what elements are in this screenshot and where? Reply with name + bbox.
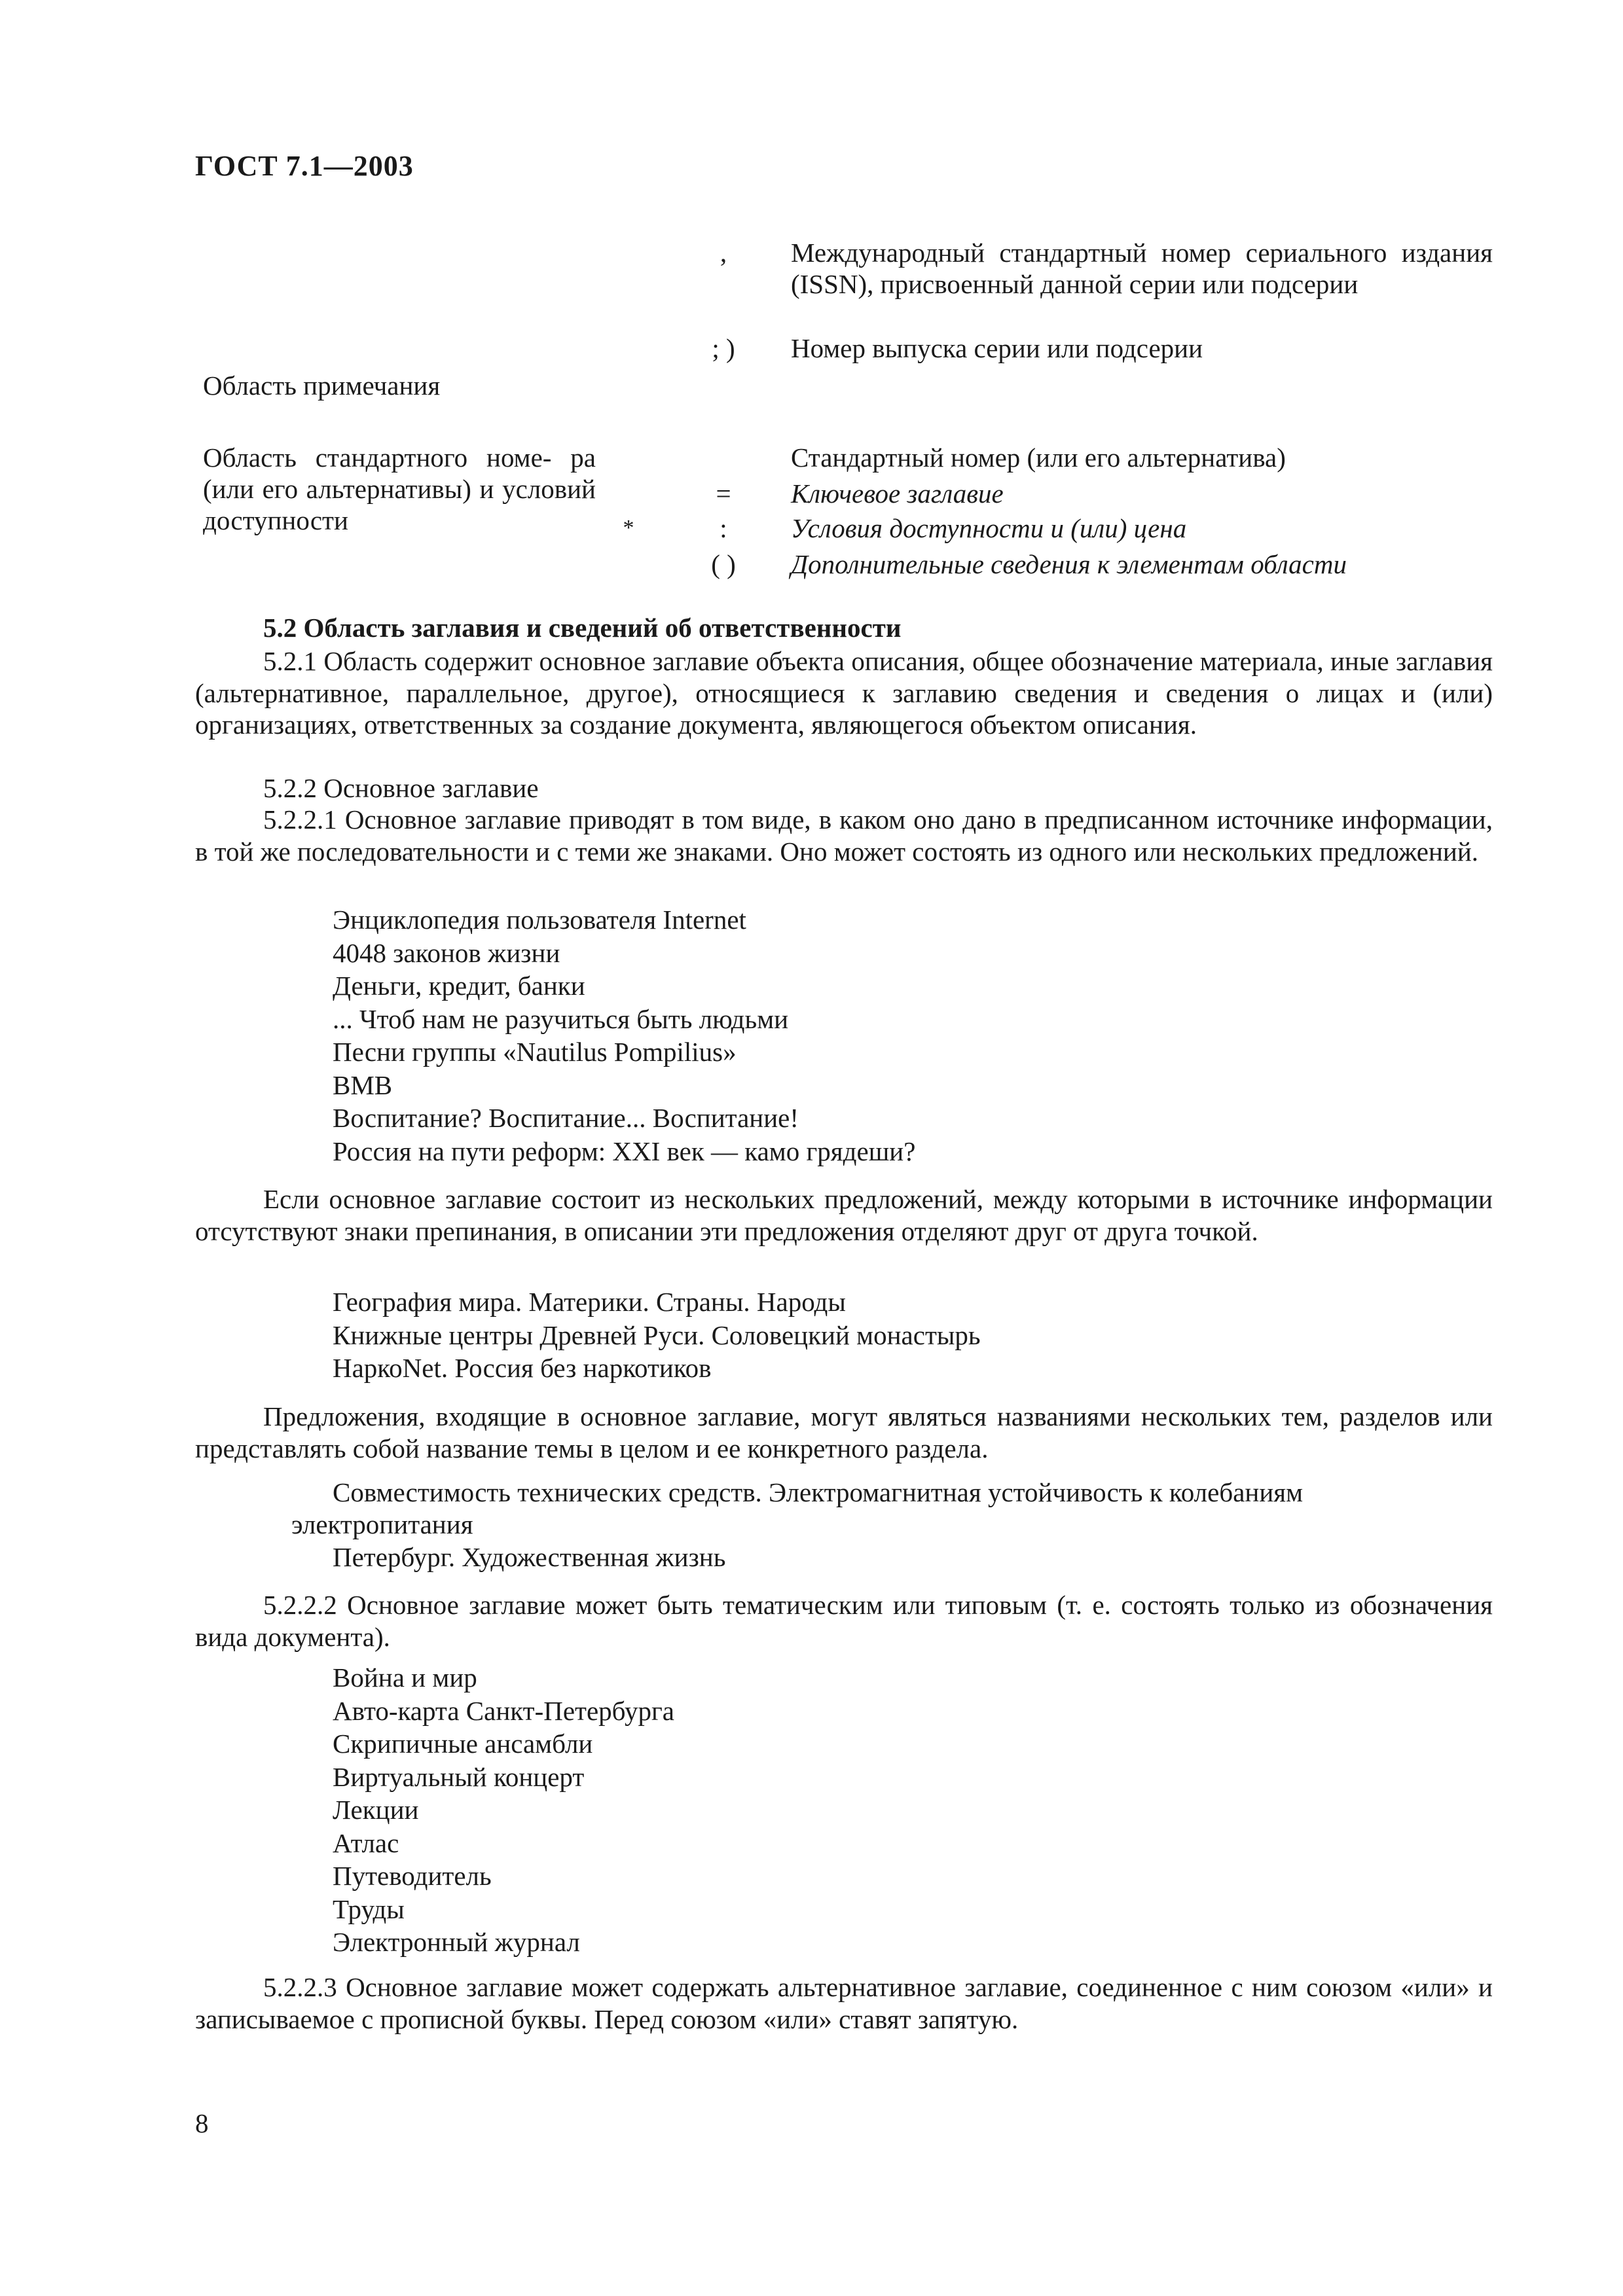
example-item: Путеводитель	[333, 1861, 492, 1891]
example-item: Россия на пути реформ: XXI век — камо грядеши?	[333, 1136, 916, 1166]
example-item: BMB	[333, 1069, 393, 1100]
example-item: Лекции	[333, 1795, 419, 1825]
scheme-element: Дополнительные сведения к элементам области	[791, 549, 1347, 579]
example-item: Виртуальный концерт	[333, 1761, 585, 1792]
scheme-symbol: ,	[720, 238, 727, 268]
scheme-symbol: ; )	[712, 333, 735, 363]
asterisk-mark: *	[623, 516, 634, 540]
example-item: Война и мир	[333, 1662, 477, 1693]
examples-list-4	[333, 1661, 674, 1959]
paragraph-text: 5.2.2 Основное заглавие	[263, 773, 539, 803]
example-item: Авто-карта Санкт-Петербурга	[333, 1695, 674, 1726]
paragraph-text: 5.2.2.2 Основное заглавие может быть тематическим или типовым (т. е. состоять только из обозначения вида документа).	[195, 1590, 1493, 1652]
example-item: Энциклопедия пользователя Internet	[333, 905, 746, 935]
paragraph-5-2-1	[195, 645, 1493, 741]
paragraph-sentences	[195, 1401, 1493, 1464]
scheme-element: Условия доступности и (или) цена	[791, 513, 1187, 543]
example-item: Атлас	[333, 1827, 399, 1858]
example-item: ... Чтоб нам не разучиться быть людьми	[333, 1003, 789, 1034]
example-item: 4048 законов жизни	[333, 937, 560, 968]
area-name-standard-number: Область стандартного номе- ра (или его альтернативы) и условий доступности	[203, 442, 596, 535]
examples-list-2	[333, 1285, 981, 1385]
example-item: Совместимость технических средств. Электромагнитная устойчивость к колебаниям	[333, 1477, 1304, 1507]
paragraph-text: 5.2.2.1 Основное заглавие приводят в том виде, в каком оно дано в предписанном источнике информации, в той же последовательности и с теми же знаками. Оно может состоять из одного или нескольких предложений.	[195, 804, 1493, 867]
scheme-element: Международный стандартный номер сериального издания (ISSN), присвоенный данной серии или подсерии	[791, 238, 1493, 299]
examples-list-3	[333, 1541, 725, 1574]
scheme-symbol: ( )	[711, 549, 736, 579]
example-text: электропитания	[291, 1509, 473, 1539]
example-item: НаркоNet. Россия без наркотиков	[333, 1353, 712, 1383]
scheme-element: Номер выпуска серии или подсерии	[791, 333, 1203, 363]
area-name-notes: Область примечания	[203, 370, 441, 401]
example-item: Скрипичные ансамбли	[333, 1729, 593, 1759]
scheme-symbol: :	[720, 513, 727, 543]
paragraph-5-2-2-3	[195, 1971, 1493, 2035]
scheme-element: Ключевое заглавие	[791, 478, 1004, 509]
paragraph-5-2-2-1	[195, 804, 1493, 867]
paragraph-if	[195, 1183, 1493, 1247]
paragraph-5-2-2-2	[195, 1589, 1493, 1653]
examples-list-1	[333, 903, 915, 1168]
example-item: Книжные центры Древней Руси. Соловецкий монастырь	[333, 1319, 981, 1350]
example-item: Труды	[333, 1893, 405, 1924]
page-number: 8	[195, 2108, 209, 2138]
scheme-element: Стандартный номер (или его альтернатива)	[791, 442, 1286, 473]
paragraph-text: 5.2.1 Область содержит основное заглавие объекта описания, общее обозначение материала, иные заглавия (альтернативное, параллельное, другое), относящиеся к заглавию сведения и сведения о лицах и (или) организациях, ответственных за создание документа, являющегося объектом описания.	[195, 646, 1493, 740]
document-header: ГОСТ 7.1—2003	[195, 150, 414, 182]
example-item: Электронный журнал	[333, 1927, 580, 1957]
example-item: География мира. Материки. Страны. Народы	[333, 1287, 846, 1317]
example-item: Песни группы «Nautilus Pompilius»	[333, 1037, 737, 1067]
example-item: Петербург. Художественная жизнь	[333, 1542, 726, 1572]
section-heading: 5.2 Область заглавия и сведений об ответственности	[263, 613, 902, 643]
paragraph-text: Если основное заглавие состоит из нескольких предложений, между которыми в источнике информации отсутствуют знаки препинания, в описании эти предложения отделяют друг от друга точкой.	[195, 1184, 1493, 1246]
paragraph-text: Предложения, входящие в основное заглавие, могут являться названиями нескольких тем, разделов или представлять собой название темы в целом и ее конкретного раздела.	[195, 1401, 1493, 1463]
example-item-continuation	[291, 1508, 473, 1541]
example-item: Воспитание? Воспитание... Воспитание!	[333, 1103, 799, 1133]
scheme-symbol: =	[716, 478, 731, 509]
paragraph-text: 5.2.2.3 Основное заглавие может содержать альтернативное заглавие, соединенное с ним союзом «или» и записываемое с прописной буквы. Перед союзом «или» ставят запятую.	[195, 1972, 1493, 2034]
paragraph-5-2-2	[195, 772, 1493, 804]
example-item: Деньги, кредит, банки	[333, 971, 585, 1001]
